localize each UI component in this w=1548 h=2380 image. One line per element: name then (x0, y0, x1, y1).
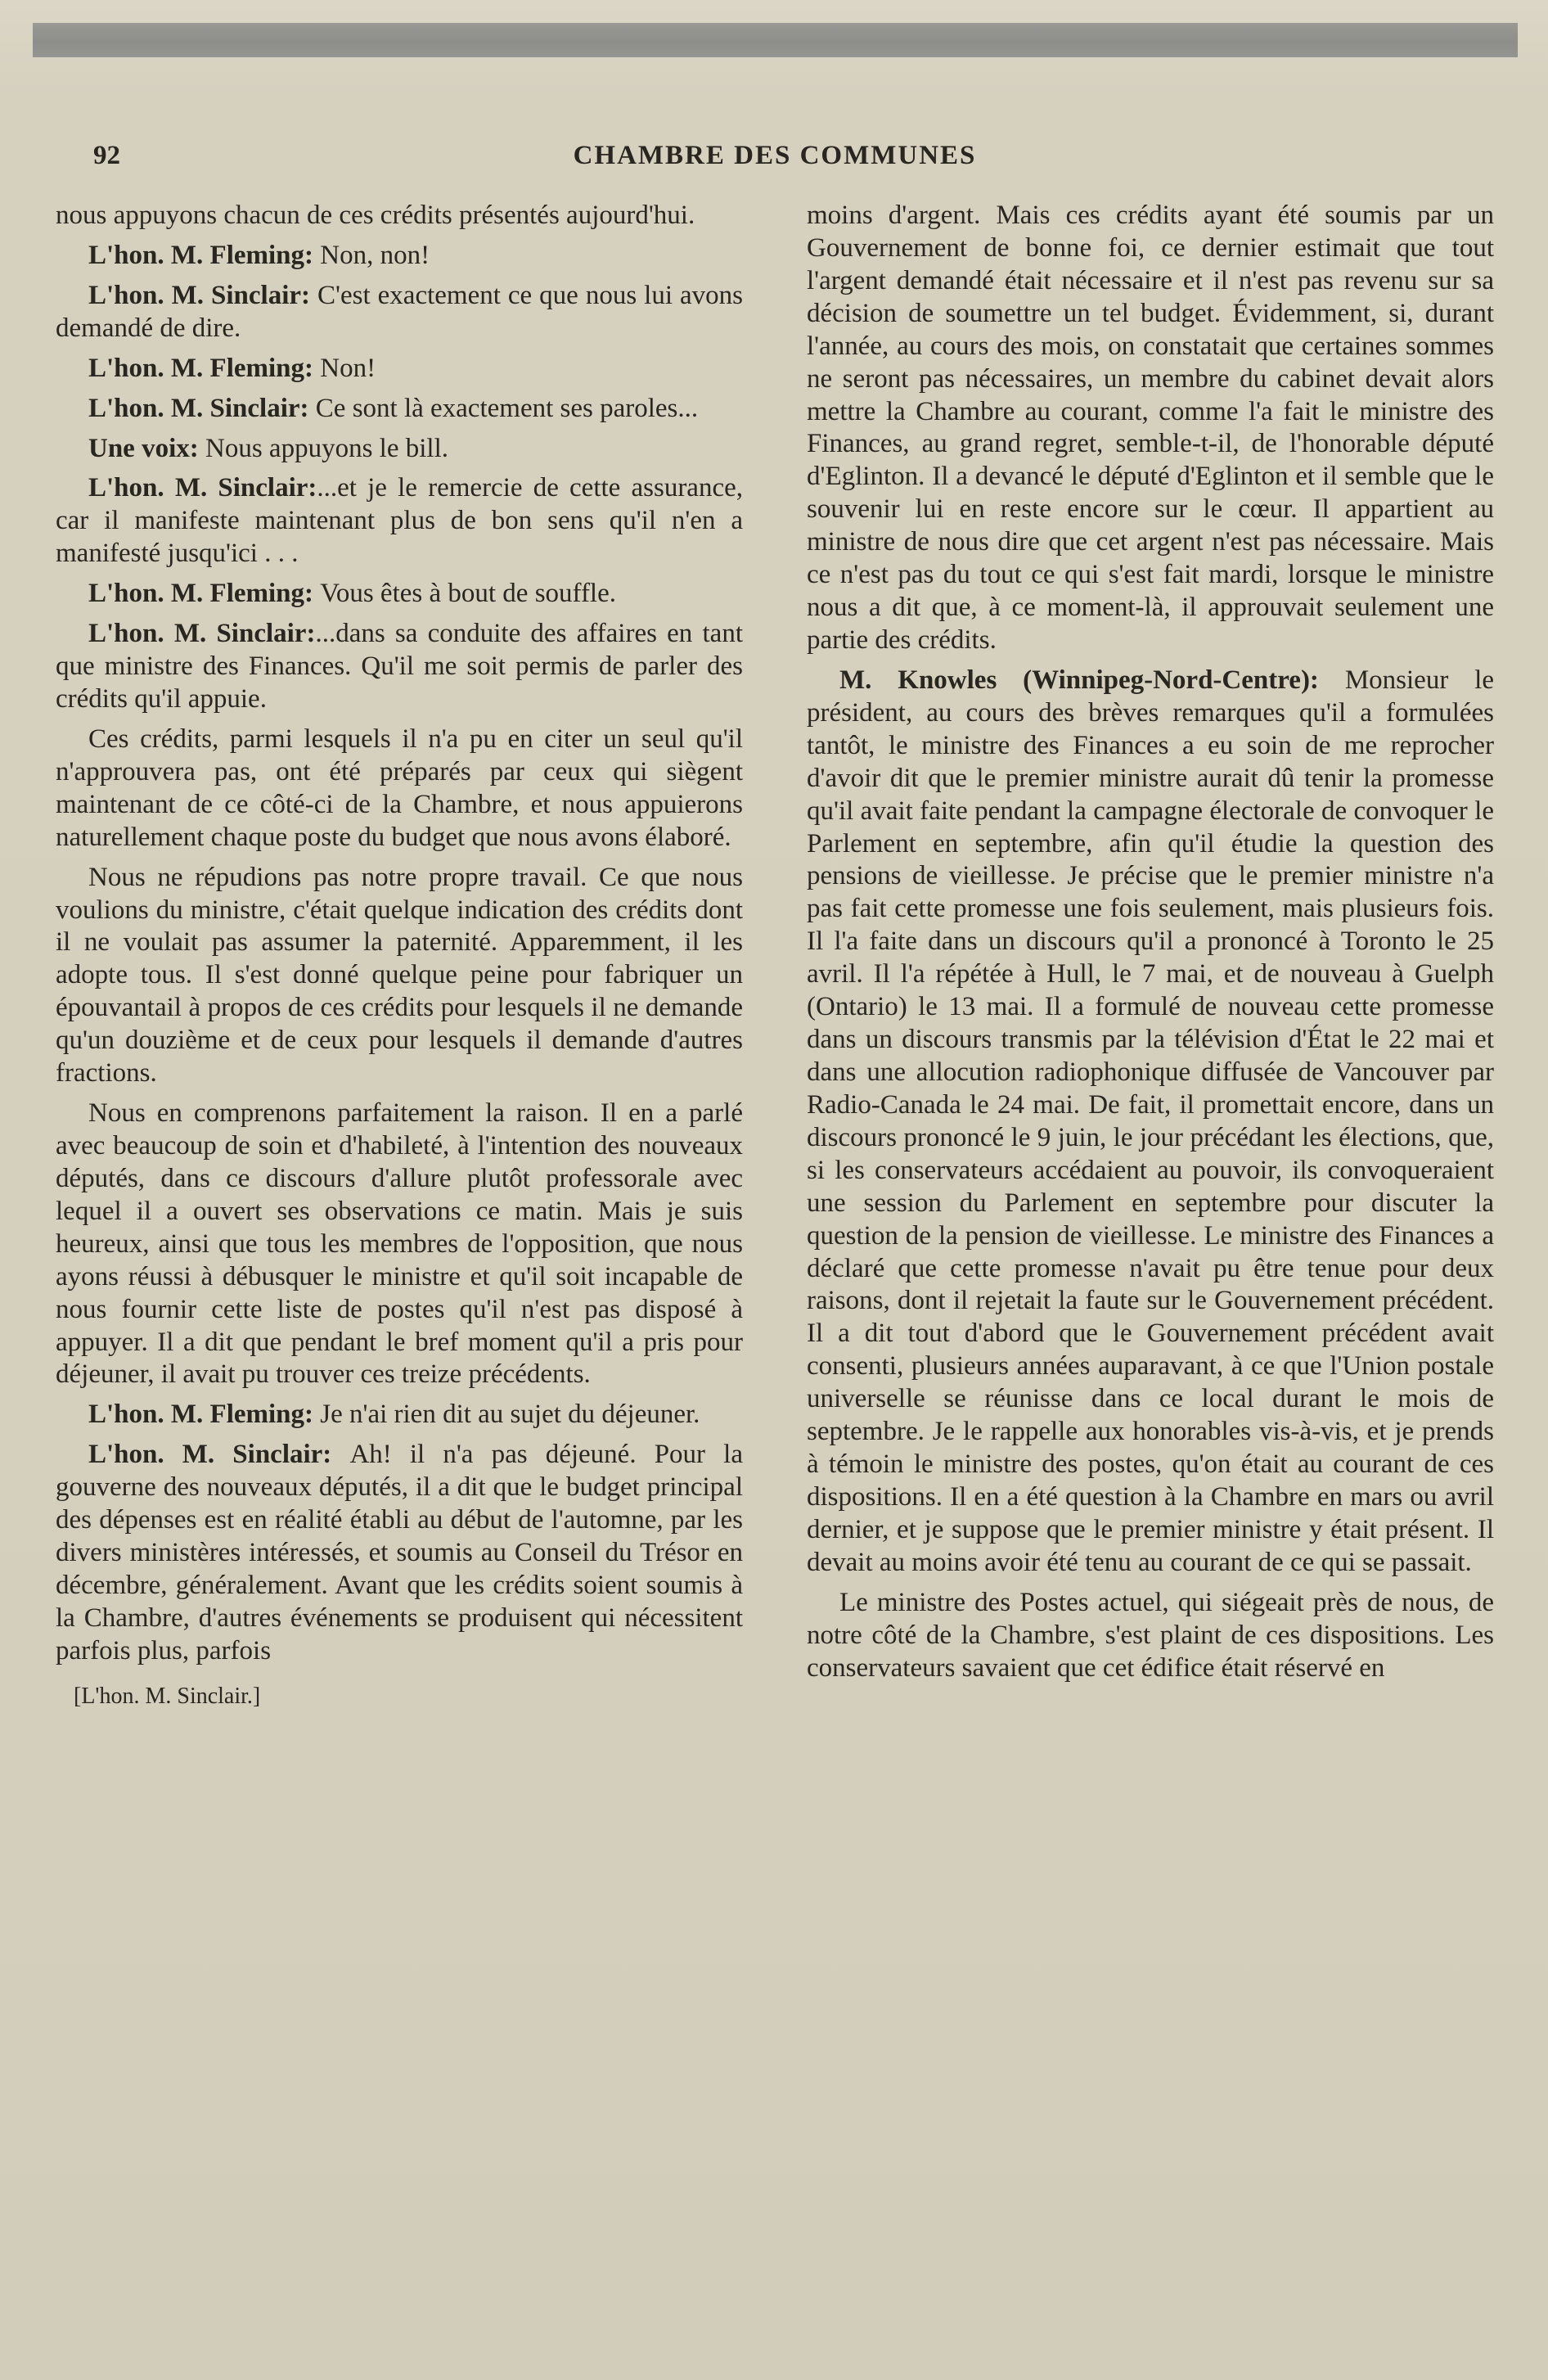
paragraph (56, 1098, 743, 1391)
speaker-name: L'hon. M. Fleming: (88, 353, 321, 383)
paragraph-text: Monsieur le président, au cours des brèves remarques qu'il a formulées tantôt, le ministre des Finances a eu soin de me reprocher d'avoir dit que le premier ministre aurait dû tenir la promesse qu'il avait faite pendant la campagne électorale de convoquer le Parlement en septembre, afin qu'il étudie la question des pensions de vieillesse. Je précise que le premier ministre n'a pas fait cette promesse une fois seulement, mais plusieurs fois. Il l'a faite dans un discours qu'il a prononcé à Toronto le 25 avril. Il l'a répétée à Hull, le 7 mai, et de nouveau à Guelph (Ontario) le 13 mai. Il a formulé de nouveau cette promesse dans un discours transmis par la télévision d'État le 22 mai et dans une allocution radiophonique diffusée de Vancouver par Radio-Canada le 24 mai. De fait, il promettait encore, dans un discours prononcé le 9 juin, le jour précédant les élections, que, si les conservateurs accédaient au pouvoir, ils convoqueraient une session du Parlement en septembre pour discuter la question de la pension de vieillesse. Le ministre des Finances a déclaré que cette promesse n'avait pu être tenue pour deux raisons, dont il rejetait la faute sur le Gouvernement précédent. Il a dit tout d'abord que le Gouvernement précédent avait consenti, plusieurs années auparavant, à ce que l'Union postale universelle se réunisse dans ce local durant le mois de septembre. Je le rappelle aux honorables vis-à-vis, et je prends à témoin le ministre des postes, qu'on était au courant de ces dispositions. Il en a été question à la Chambre en mars ou avril dernier, et je suppose que le premier ministre y était présent. Il devait au moins avoir été tenu au courant de ce qui se passait. (807, 665, 1494, 1577)
paragraph-text: Nous ne répudions pas notre propre travail. Ce que nous voulions du ministre, c'était quelque indication des crédits dont il ne voulait pas assumer la paternité. Apparemment, il les adopte tous. Il s'est donné quelque peine pour fabriquer un épouvantail à propos de ces crédits pour lesquels il ne demande qu'un douzième et de ceux pour lesquels il demande d'autres fractions. (56, 862, 743, 1089)
column-right (807, 200, 1494, 1711)
speaker-name: L'hon. M. Sinclair: (88, 473, 317, 503)
paragraph (56, 240, 743, 273)
page-number: 92 (93, 141, 120, 170)
speaker-name: Une voix: (88, 433, 205, 463)
speaker-name: L'hon. M. Fleming: (88, 240, 321, 270)
paragraph (56, 280, 743, 345)
paragraph-text: Non, non! (320, 240, 430, 270)
continuation-note: [L'hon. M. Sinclair.] (74, 1683, 261, 1709)
paragraph (56, 862, 743, 1090)
paragraph (56, 433, 743, 466)
paragraph-text: nous appuyons chacun de ces crédits présentés aujourd'hui. (56, 201, 695, 230)
speaker-name: L'hon. M. Sinclair: (88, 1440, 350, 1470)
paragraph (56, 1399, 743, 1431)
scan-artifact-strip (33, 23, 1518, 57)
paragraph-text: Ce sont là exactement ses paroles... (315, 393, 699, 423)
paragraph (56, 353, 743, 385)
paragraph (56, 578, 743, 611)
paragraph-text: Non! (320, 353, 376, 383)
paragraph-text: Nous en comprenons parfaitement la raison. Il en a parlé avec beaucoup de soin et d'habileté, à l'intention des nouveaux députés, dans ce discours d'allure plutôt professorale avec lequel il a ouvert ses observations ce matin. Mais je suis heureux, ainsi que tous les membres de l'opposition, que nous ayons réussi à débusquer le ministre et qu'il soit incapable de nous fournir cette liste de postes qu'il n'est pas disposé à appuyer. Il a dit que pendant le bref moment qu'il a pris pour déjeuner, il avait pu trouver ces treize précédents. (56, 1098, 743, 1390)
paragraph (56, 618, 743, 716)
paragraph (56, 1439, 743, 1667)
speaker-name: L'hon. M. Sinclair: (88, 280, 318, 310)
speaker-name: L'hon. M. Fleming: (88, 1400, 321, 1430)
paragraph-text: Ah! il n'a pas déjeuné. Pour la gouverne des nouveaux députés, il a dit que le budget principal des dépenses est en réalité établi au début de l'automne, par les divers ministères intéressés, et soumis au Conseil du Trésor en décembre, généralement. Avant que les crédits soient soumis à la Chambre, d'autres événements se produisent qui nécessitent parfois plus, parfois (56, 1440, 743, 1666)
speaker-name: L'hon. M. Sinclair: (88, 393, 316, 423)
page-header (56, 141, 1494, 177)
speaker-name: M. Knowles (Winnipeg-Nord-Centre): (839, 665, 1345, 695)
paragraph (807, 200, 1494, 657)
page-content (56, 141, 1494, 1711)
paragraph (56, 472, 743, 570)
paragraph-text: Le ministre des Postes actuel, qui siégeait près de nous, de notre côté de la Chambre, s'est plaint de ces dispositions. Les conservateurs savaient que cet édifice était réservé en (807, 1587, 1494, 1683)
page-header-title: CHAMBRE DES COMMUNES (573, 141, 977, 170)
paragraph (56, 393, 743, 426)
two-column-layout (56, 200, 1494, 1711)
paragraph-text: Vous êtes à bout de souffle. (320, 579, 616, 609)
paragraph (56, 200, 743, 232)
column-left (56, 200, 743, 1711)
paragraph-text: moins d'argent. Mais ces crédits ayant été soumis par un Gouvernement de bonne foi, ce dernier estimait que tout l'argent demandé était nécessaire et il n'est pas revenu sur sa décision de soumettre un tel budget. Évidemment, si, durant l'année, au cours des mois, on constatait que certaines sommes ne seront pas nécessaires, un membre du cabinet devait alors mettre la Chambre au courant, comme l'a fait le ministre des Finances, au grand regret, semble-t-il, de l'honorable député d'Eglinton. Il a devancé le député d'Eglinton et il semble que le souvenir lui en reste encore sur le cœur. Il appartient au ministre de nous dire que cet argent n'est pas nécessaire. Mais ce n'est pas du tout ce qui s'est fait mardi, lorsque le ministre nous a dit que, à ce moment-là, il approuvait seulement une partie des crédits. (807, 201, 1494, 655)
speaker-name: L'hon. M. Fleming: (88, 579, 321, 609)
paragraph-text: Je n'ai rien dit au sujet du déjeuner. (320, 1400, 700, 1430)
paragraph (56, 723, 743, 854)
paragraph-text: Ces crédits, parmi lesquels il n'a pu en citer un seul qu'il n'approuvera pas, ont été préparés par ceux qui siègent maintenant de ce côté-ci de la Chambre, et nous appuierons naturellement chaque poste du budget que nous avons élaboré. (56, 723, 743, 852)
paragraph-text: C'est exactement ce que nous lui avons demandé de dire. (56, 280, 743, 343)
speaker-name: L'hon. M. Sinclair: (88, 619, 316, 649)
paragraph (807, 665, 1494, 1580)
paragraph-text: ...dans sa conduite des affaires en tant que ministre des Finances. Qu'il me soit permis de parler des crédits qu'il appuie. (56, 619, 743, 714)
paragraph (807, 1587, 1494, 1685)
paragraph-text: Nous appuyons le bill. (205, 433, 448, 463)
paragraph-text: ...et je le remercie de cette assurance, car il manifeste maintenant plus de bon sens qu'il n'en a manifesté jusqu'ici . . . (56, 473, 743, 569)
